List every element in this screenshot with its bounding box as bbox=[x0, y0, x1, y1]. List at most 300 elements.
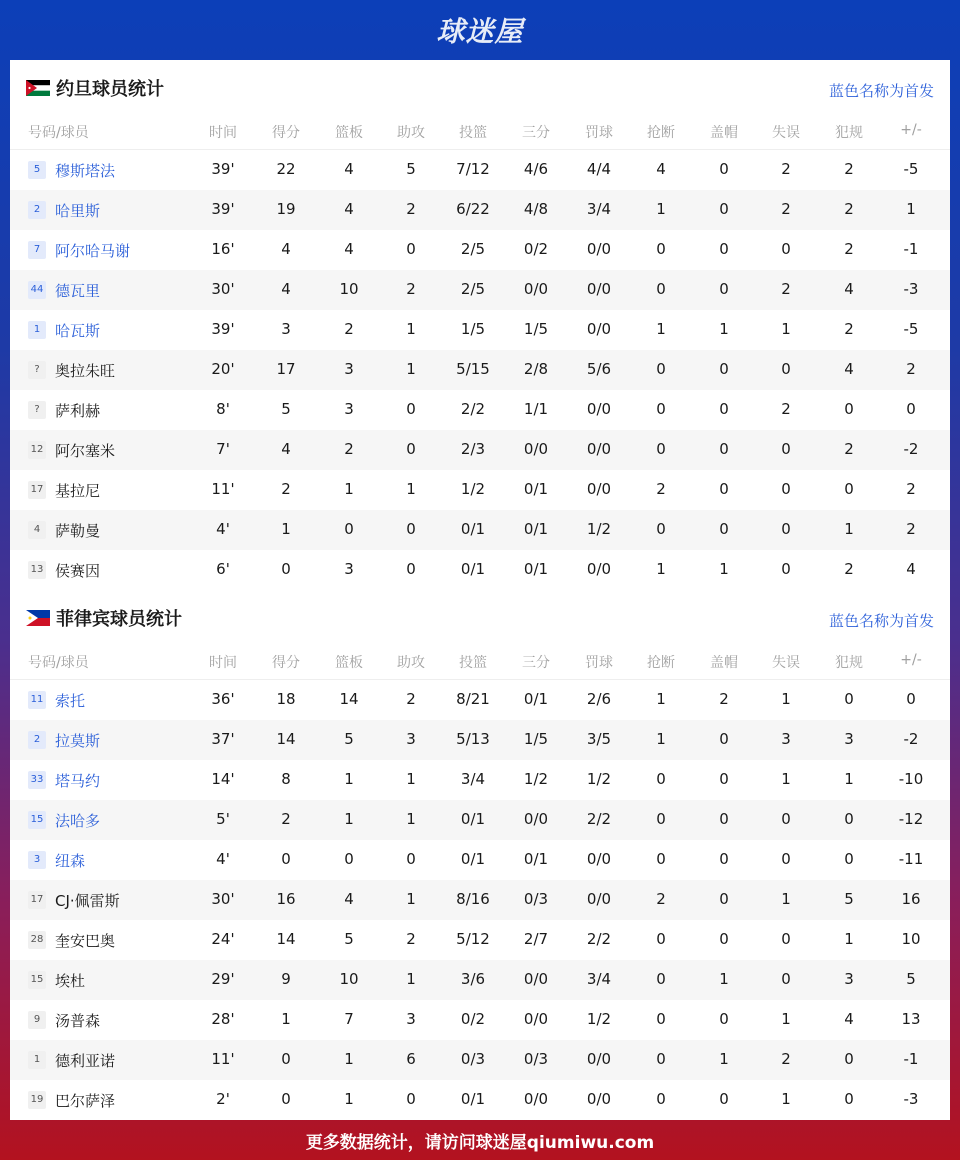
stat-cell: 2/2 bbox=[586, 930, 612, 948]
section-title: 菲律宾球员统计 bbox=[56, 609, 182, 630]
stat-cell: 1 bbox=[781, 320, 791, 338]
table-row[interactable] bbox=[10, 1080, 950, 1120]
stat-cell: 11' bbox=[211, 1050, 235, 1068]
stat-cell: -1 bbox=[903, 1050, 919, 1068]
stat-cell: 0/1 bbox=[460, 1090, 486, 1108]
stat-cell: 1 bbox=[406, 770, 416, 788]
stat-cell: 0 bbox=[281, 1050, 291, 1068]
stat-cell: 17 bbox=[276, 360, 296, 378]
stat-cell: 2 bbox=[844, 160, 854, 178]
stat-cell: -2 bbox=[903, 440, 919, 458]
stat-cell: 3/4 bbox=[460, 770, 486, 788]
jersey-number: 15 bbox=[28, 971, 46, 989]
stat-cell: 1/5 bbox=[523, 730, 549, 748]
stat-cell: 4 bbox=[344, 240, 354, 258]
stat-cell: 2 bbox=[656, 480, 666, 498]
stat-cell: 8' bbox=[216, 400, 230, 418]
stat-cell: 2/6 bbox=[586, 690, 612, 708]
stat-cell: 0 bbox=[281, 850, 291, 868]
stat-cell: 0 bbox=[719, 1090, 729, 1108]
table-row[interactable] bbox=[10, 270, 950, 310]
column-header: 篮板 bbox=[335, 655, 363, 671]
stat-cell: 3/6 bbox=[460, 970, 486, 988]
stat-cell: 0 bbox=[781, 520, 791, 538]
site-footer bbox=[0, 1120, 960, 1160]
stat-cell: 0/2 bbox=[523, 240, 549, 258]
stat-cell: 2 bbox=[844, 440, 854, 458]
stat-cell: 0 bbox=[406, 850, 416, 868]
stat-cell: 0 bbox=[781, 440, 791, 458]
stat-cell: 1 bbox=[781, 890, 791, 908]
stat-cell: 5 bbox=[844, 890, 854, 908]
stat-cell: 0 bbox=[844, 850, 854, 868]
player-name[interactable]: 法哈多 bbox=[55, 812, 101, 830]
stat-cell: 5/6 bbox=[586, 360, 612, 378]
stat-cell: 2 bbox=[406, 200, 416, 218]
stat-cell: 0/0 bbox=[586, 320, 612, 338]
stat-cell: 0 bbox=[781, 480, 791, 498]
stat-cell: 0 bbox=[406, 240, 416, 258]
jersey-number: 13 bbox=[28, 561, 46, 579]
column-header: 盖帽 bbox=[710, 125, 738, 141]
stat-cell: 2 bbox=[281, 810, 291, 828]
stat-cell: 1/1 bbox=[523, 400, 549, 418]
stat-cell: 0/3 bbox=[460, 1050, 486, 1068]
stat-cell: 2 bbox=[906, 520, 916, 538]
stat-cell: 3 bbox=[406, 1010, 416, 1028]
stat-cell: 36' bbox=[211, 690, 235, 708]
stat-cell: 0/1 bbox=[460, 560, 486, 578]
stat-cell: 1 bbox=[719, 970, 729, 988]
player-name[interactable]: 奎安巴奥 bbox=[55, 932, 116, 950]
stat-cell: 0/0 bbox=[586, 240, 612, 258]
stat-cell: 1 bbox=[406, 480, 416, 498]
stat-cell: 0/1 bbox=[523, 520, 549, 538]
stat-cell: 7' bbox=[216, 440, 230, 458]
player-name[interactable]: 穆斯塔法 bbox=[55, 162, 116, 180]
player-name[interactable]: 巴尔萨泽 bbox=[55, 1092, 116, 1110]
stat-cell: 4 bbox=[844, 360, 854, 378]
starter-note: 蓝色名称为首发 bbox=[828, 82, 934, 100]
table-row[interactable] bbox=[10, 760, 950, 800]
table-row[interactable] bbox=[10, 470, 950, 510]
stat-cell: 5/13 bbox=[456, 730, 490, 748]
stat-cell: 0 bbox=[406, 560, 416, 578]
stat-cell: 0 bbox=[656, 520, 666, 538]
stat-cell: 0 bbox=[844, 480, 854, 498]
table-row[interactable] bbox=[10, 350, 950, 390]
stat-cell: 0/0 bbox=[586, 280, 612, 298]
table-row[interactable] bbox=[10, 230, 950, 270]
stat-cell: 0 bbox=[656, 970, 666, 988]
stat-cell: 16 bbox=[901, 890, 921, 908]
stat-cell: 5 bbox=[344, 730, 354, 748]
section-title: 约旦球员统计 bbox=[56, 79, 164, 100]
player-name[interactable]: 萨勒曼 bbox=[55, 522, 101, 540]
stat-cell: 0/0 bbox=[523, 440, 549, 458]
stat-cell: 1 bbox=[344, 770, 354, 788]
stat-cell: 0/0 bbox=[523, 810, 549, 828]
stat-cell: 5 bbox=[906, 970, 916, 988]
stat-cell: -5 bbox=[903, 320, 919, 338]
stat-cell: 1 bbox=[844, 930, 854, 948]
jersey-number: 1 bbox=[28, 1051, 46, 1069]
column-header: 时间 bbox=[209, 655, 237, 671]
column-header: 助攻 bbox=[397, 655, 425, 671]
table-row[interactable] bbox=[10, 800, 950, 840]
stat-cell: 3 bbox=[781, 730, 791, 748]
stat-cell: 2/8 bbox=[523, 360, 549, 378]
stat-cell: 20' bbox=[211, 360, 235, 378]
column-header: 失误 bbox=[772, 125, 800, 141]
stat-cell: 4 bbox=[656, 160, 666, 178]
stat-cell: 0 bbox=[656, 400, 666, 418]
stat-cell: 0 bbox=[844, 1050, 854, 1068]
stat-cell: 4 bbox=[844, 1010, 854, 1028]
table-row[interactable] bbox=[10, 190, 950, 230]
stat-cell: 0/0 bbox=[586, 1090, 612, 1108]
stat-cell: 2/5 bbox=[460, 240, 486, 258]
stat-cell: 0 bbox=[719, 160, 729, 178]
stats-card bbox=[10, 60, 950, 1120]
table-row[interactable] bbox=[10, 1000, 950, 1040]
stat-cell: 6 bbox=[406, 1050, 416, 1068]
stat-cell: 6' bbox=[216, 560, 230, 578]
stat-cell: 1 bbox=[719, 320, 729, 338]
stat-cell: 0 bbox=[406, 440, 416, 458]
jersey-number: 17 bbox=[28, 891, 46, 909]
stat-cell: 0 bbox=[781, 850, 791, 868]
stat-cell: 16' bbox=[211, 240, 235, 258]
player-name[interactable]: 埃杜 bbox=[55, 972, 86, 990]
stat-cell: 2 bbox=[844, 560, 854, 578]
stat-cell: 29' bbox=[211, 970, 235, 988]
stat-cell: 1 bbox=[781, 1090, 791, 1108]
table-row[interactable] bbox=[10, 680, 950, 720]
section-header bbox=[10, 60, 950, 116]
stat-cell: 0 bbox=[406, 400, 416, 418]
stat-cell: 0 bbox=[656, 770, 666, 788]
column-header: 罚球 bbox=[585, 125, 613, 141]
stat-cell: 0/0 bbox=[586, 560, 612, 578]
stat-cell: 0 bbox=[656, 1050, 666, 1068]
stat-cell: 39' bbox=[211, 320, 235, 338]
column-header: 罚球 bbox=[585, 655, 613, 671]
stat-cell: 2 bbox=[906, 360, 916, 378]
stat-cell: 0 bbox=[719, 850, 729, 868]
philippines-flag-icon bbox=[26, 610, 50, 626]
jersey-number: 17 bbox=[28, 481, 46, 499]
stat-cell: 11' bbox=[211, 480, 235, 498]
stat-cell: 0 bbox=[656, 240, 666, 258]
stat-cell: 4 bbox=[281, 440, 291, 458]
stat-cell: 0 bbox=[719, 280, 729, 298]
stat-cell: 16 bbox=[276, 890, 296, 908]
stat-cell: 0 bbox=[781, 240, 791, 258]
stat-cell: 19 bbox=[276, 200, 296, 218]
stat-cell: 5 bbox=[406, 160, 416, 178]
stat-cell: 1/2 bbox=[586, 770, 612, 788]
stat-cell: 0/1 bbox=[460, 850, 486, 868]
column-header: 抢断 bbox=[647, 655, 675, 671]
player-name[interactable]: 哈里斯 bbox=[55, 202, 101, 220]
stat-cell: 5/15 bbox=[456, 360, 490, 378]
site-header bbox=[0, 0, 960, 60]
stat-cell: 3 bbox=[406, 730, 416, 748]
stat-cell: 4 bbox=[344, 160, 354, 178]
stat-cell: 0/0 bbox=[523, 1090, 549, 1108]
stat-cell: 0 bbox=[719, 890, 729, 908]
column-header: 得分 bbox=[272, 655, 300, 671]
column-header: 三分 bbox=[522, 655, 550, 671]
stat-cell: 0 bbox=[719, 200, 729, 218]
jersey-number: 2 bbox=[28, 201, 46, 219]
stat-cell: 0 bbox=[719, 480, 729, 498]
stat-cell: 0/0 bbox=[586, 400, 612, 418]
stat-cell: 0/1 bbox=[523, 690, 549, 708]
stat-cell: 3 bbox=[344, 400, 354, 418]
stat-cell: -1 bbox=[903, 240, 919, 258]
stat-cell: 0 bbox=[781, 560, 791, 578]
column-header: 犯规 bbox=[835, 125, 863, 141]
stat-cell: 1 bbox=[844, 770, 854, 788]
column-header: 盖帽 bbox=[710, 655, 738, 671]
stat-cell: 2 bbox=[656, 890, 666, 908]
stat-cell: 3/4 bbox=[586, 200, 612, 218]
stat-cell: 1 bbox=[344, 1090, 354, 1108]
stat-cell: 1/2 bbox=[460, 480, 486, 498]
player-name[interactable]: 萨利赫 bbox=[55, 402, 101, 420]
stat-cell: 1 bbox=[781, 770, 791, 788]
stat-cell: 1 bbox=[344, 1050, 354, 1068]
stat-cell: 2 bbox=[281, 480, 291, 498]
stat-cell: 1 bbox=[719, 560, 729, 578]
stat-cell: 14 bbox=[339, 690, 359, 708]
stat-cell: 4' bbox=[216, 520, 230, 538]
column-header: 抢断 bbox=[647, 125, 675, 141]
player-name[interactable]: 塔马约 bbox=[55, 772, 101, 790]
stat-cell: 0/1 bbox=[523, 850, 549, 868]
stat-cell: 0 bbox=[844, 1090, 854, 1108]
stat-cell: 0 bbox=[656, 440, 666, 458]
stat-cell: 0/0 bbox=[586, 850, 612, 868]
stat-cell: 1 bbox=[406, 970, 416, 988]
stat-cell: 1 bbox=[344, 480, 354, 498]
stat-cell: 0/0 bbox=[523, 970, 549, 988]
stat-cell: 0/0 bbox=[586, 480, 612, 498]
column-headers bbox=[10, 646, 950, 680]
stat-cell: 2 bbox=[844, 240, 854, 258]
player-name[interactable]: 汤普森 bbox=[55, 1012, 101, 1030]
table-row[interactable] bbox=[10, 880, 950, 920]
stat-cell: 1 bbox=[406, 320, 416, 338]
stat-cell: 30' bbox=[211, 890, 235, 908]
player-name[interactable]: 索托 bbox=[55, 692, 86, 710]
stat-cell: 4/8 bbox=[523, 200, 549, 218]
stat-cell: 2 bbox=[406, 690, 416, 708]
table-row[interactable] bbox=[10, 150, 950, 190]
stat-cell: 0/0 bbox=[586, 440, 612, 458]
stat-cell: 2 bbox=[844, 320, 854, 338]
jersey-number: ? bbox=[28, 401, 46, 419]
stat-cell: 0 bbox=[781, 810, 791, 828]
column-header: +/- bbox=[900, 652, 922, 668]
stat-cell: 0/1 bbox=[460, 810, 486, 828]
stat-cell: 0/3 bbox=[523, 1050, 549, 1068]
stat-cell: -2 bbox=[903, 730, 919, 748]
stat-cell: 4 bbox=[844, 280, 854, 298]
stat-cell: 0/0 bbox=[523, 1010, 549, 1028]
stat-cell: 0/1 bbox=[460, 520, 486, 538]
stat-cell: 1 bbox=[406, 360, 416, 378]
jersey-number: 28 bbox=[28, 931, 46, 949]
table-row[interactable] bbox=[10, 960, 950, 1000]
stat-cell: 5 bbox=[281, 400, 291, 418]
table-row[interactable] bbox=[10, 550, 950, 590]
stat-cell: 2/2 bbox=[586, 810, 612, 828]
jersey-number: 1 bbox=[28, 321, 46, 339]
stat-cell: 1/2 bbox=[586, 520, 612, 538]
column-headers bbox=[10, 116, 950, 150]
stat-cell: 39' bbox=[211, 160, 235, 178]
stat-cell: 3 bbox=[281, 320, 291, 338]
stat-cell: 3/5 bbox=[586, 730, 612, 748]
stat-cell: 0 bbox=[781, 930, 791, 948]
stat-cell: 2/3 bbox=[460, 440, 486, 458]
column-header: 号码/球员 bbox=[28, 125, 89, 141]
stat-cell: 10 bbox=[339, 970, 359, 988]
stat-cell: 4/4 bbox=[586, 160, 612, 178]
stat-cell: 24' bbox=[211, 930, 235, 948]
stat-cell: 0 bbox=[844, 690, 854, 708]
stat-cell: 0/0 bbox=[586, 890, 612, 908]
stat-cell: 8/16 bbox=[456, 890, 490, 908]
table-row[interactable] bbox=[10, 840, 950, 880]
stat-cell: 4 bbox=[281, 240, 291, 258]
stat-cell: 7 bbox=[344, 1010, 354, 1028]
stat-cell: 0 bbox=[844, 810, 854, 828]
stat-cell: 1 bbox=[656, 200, 666, 218]
stat-cell: 2 bbox=[781, 200, 791, 218]
stat-cell: 0 bbox=[344, 520, 354, 538]
stat-cell: 1 bbox=[906, 200, 916, 218]
stat-cell: 0 bbox=[906, 690, 916, 708]
stat-cell: 2 bbox=[781, 160, 791, 178]
table-row[interactable] bbox=[10, 310, 950, 350]
player-name[interactable]: 德利亚诺 bbox=[55, 1052, 116, 1070]
stat-cell: 0 bbox=[906, 400, 916, 418]
jersey-number: 3 bbox=[28, 851, 46, 869]
table-row[interactable] bbox=[10, 920, 950, 960]
jersey-number: 5 bbox=[28, 161, 46, 179]
player-name[interactable]: 哈瓦斯 bbox=[55, 322, 101, 340]
stat-cell: 0 bbox=[719, 400, 729, 418]
player-name[interactable]: 阿尔哈马谢 bbox=[55, 242, 131, 260]
player-name[interactable]: 奥拉朱旺 bbox=[55, 362, 116, 380]
player-name[interactable]: 纽森 bbox=[55, 852, 86, 870]
column-header: +/- bbox=[900, 122, 922, 138]
stat-cell: 14 bbox=[276, 930, 296, 948]
stat-cell: 0/1 bbox=[523, 480, 549, 498]
stat-cell: 4 bbox=[344, 200, 354, 218]
stat-cell: 0 bbox=[656, 810, 666, 828]
stat-cell: 0 bbox=[719, 440, 729, 458]
stat-cell: 0 bbox=[844, 400, 854, 418]
site-logo: 球迷屋 bbox=[436, 15, 524, 48]
stat-cell: 0 bbox=[406, 520, 416, 538]
stat-cell: 2 bbox=[781, 400, 791, 418]
stat-cell: 2/5 bbox=[460, 280, 486, 298]
stat-cell: 0 bbox=[406, 1090, 416, 1108]
player-name[interactable]: 基拉尼 bbox=[55, 482, 101, 500]
table-row[interactable] bbox=[10, 1040, 950, 1080]
stat-cell: 1/5 bbox=[460, 320, 486, 338]
player-name[interactable]: 侯赛因 bbox=[55, 562, 101, 580]
stat-cell: -12 bbox=[898, 810, 924, 828]
player-name[interactable]: 拉莫斯 bbox=[55, 732, 101, 750]
stat-cell: 3 bbox=[844, 970, 854, 988]
stat-cell: 0 bbox=[719, 520, 729, 538]
stat-cell: 0 bbox=[656, 930, 666, 948]
jersey-number: 7 bbox=[28, 241, 46, 259]
stat-cell: 1 bbox=[719, 1050, 729, 1068]
stat-cell: 3 bbox=[344, 360, 354, 378]
stat-cell: 2 bbox=[844, 200, 854, 218]
player-name[interactable]: CJ·佩雷斯 bbox=[55, 892, 120, 910]
stat-cell: 1 bbox=[781, 690, 791, 708]
stat-cell: 2 bbox=[719, 690, 729, 708]
stat-cell: 1/2 bbox=[586, 1010, 612, 1028]
jersey-number: 12 bbox=[28, 441, 46, 459]
player-name[interactable]: 阿尔塞米 bbox=[55, 442, 116, 460]
player-name[interactable]: 德瓦里 bbox=[55, 282, 101, 300]
stat-cell: 37' bbox=[211, 730, 235, 748]
stat-cell: 0 bbox=[719, 240, 729, 258]
column-header: 号码/球员 bbox=[28, 655, 89, 671]
stat-cell: 1 bbox=[281, 520, 291, 538]
stat-cell: 4 bbox=[281, 280, 291, 298]
stat-cell: 39' bbox=[211, 200, 235, 218]
stat-cell: 0/2 bbox=[460, 1010, 486, 1028]
table-row[interactable] bbox=[10, 510, 950, 550]
table-row[interactable] bbox=[10, 430, 950, 470]
starter-note: 蓝色名称为首发 bbox=[828, 612, 934, 630]
stat-cell: 0 bbox=[719, 930, 729, 948]
footer-link-text[interactable]: 更多数据统计，请访问球迷屋qiumiwu.com bbox=[305, 1132, 655, 1153]
stat-cell: 2 bbox=[344, 320, 354, 338]
stat-cell: 0 bbox=[719, 770, 729, 788]
table-row[interactable] bbox=[10, 390, 950, 430]
stat-cell: 1 bbox=[656, 320, 666, 338]
jersey-number: 19 bbox=[28, 1091, 46, 1109]
stat-cell: 0 bbox=[656, 1010, 666, 1028]
stat-cell: 10 bbox=[901, 930, 921, 948]
stat-cell: 0 bbox=[781, 970, 791, 988]
stat-cell: 2/7 bbox=[523, 930, 549, 948]
jersey-number: 44 bbox=[28, 281, 46, 299]
stat-cell: 0 bbox=[656, 1090, 666, 1108]
section-header bbox=[10, 590, 950, 646]
stat-cell: 3 bbox=[844, 730, 854, 748]
stat-cell: 2 bbox=[344, 440, 354, 458]
stat-cell: -3 bbox=[903, 280, 919, 298]
stat-cell: 0/0 bbox=[523, 280, 549, 298]
column-header: 投篮 bbox=[459, 655, 487, 671]
stat-cell: 6/22 bbox=[456, 200, 490, 218]
table-row[interactable] bbox=[10, 720, 950, 760]
stat-cell: 13 bbox=[901, 1010, 921, 1028]
column-header: 三分 bbox=[522, 125, 550, 141]
